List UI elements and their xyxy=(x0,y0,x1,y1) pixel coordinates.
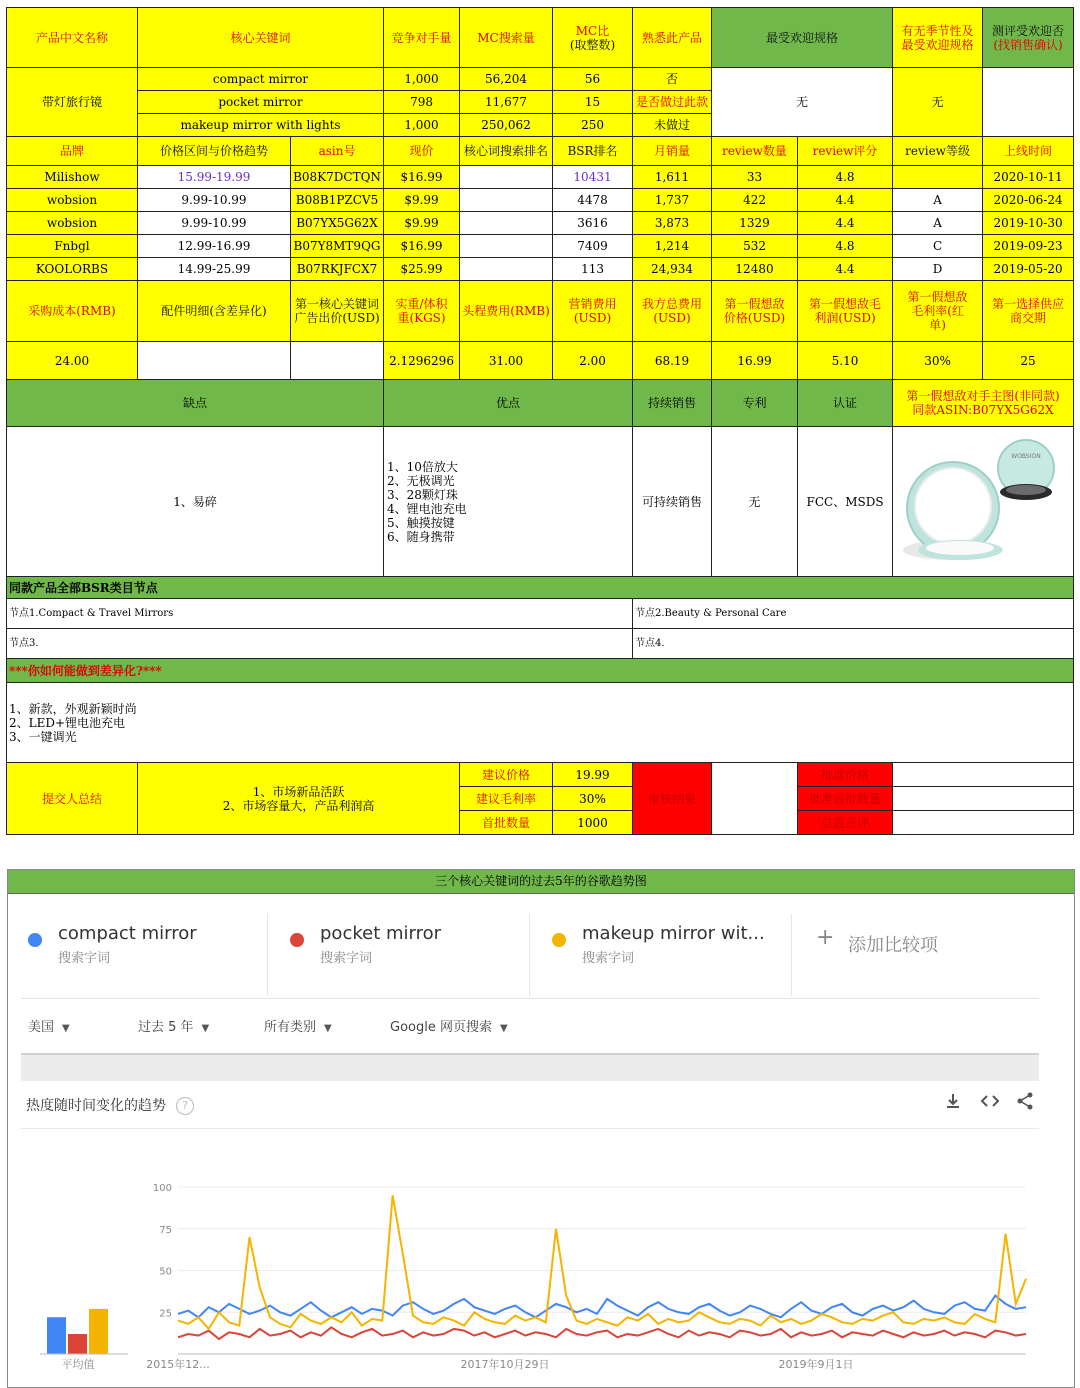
header-rival-price: 第一假想敌 价格(USD) xyxy=(712,281,798,342)
caret-down-icon: ▼ xyxy=(201,1023,210,1034)
sustain-cell: 可持续销售 xyxy=(633,427,712,577)
director-comment-cell[interactable] xyxy=(893,811,1074,835)
reviews-cell: 1329 xyxy=(712,212,798,235)
keyword-2-search: 11,677 xyxy=(460,91,553,114)
header-price-range: 价格区间与价格趋势 xyxy=(138,137,291,166)
approved-price-label: 批准价格 xyxy=(798,763,893,787)
price-cell: $16.99 xyxy=(384,235,460,258)
search-term-3[interactable] xyxy=(552,915,782,995)
header-rival-image: 第一假想敌对手主图(非同款) 同款ASIN:B07YX5G62X xyxy=(893,380,1074,427)
header-cons: 缺点 xyxy=(7,380,384,427)
bsr-node-1: 节点1.Compact & Travel Mirrors xyxy=(7,599,633,629)
patent-cell: 无 xyxy=(712,427,798,577)
keyword-2-competitors: 798 xyxy=(384,91,460,114)
first-batch-value: 1000 xyxy=(553,811,633,835)
filter-region[interactable]: 美国 ▼ xyxy=(28,1020,70,1035)
rating-cell: 4.4 xyxy=(798,258,893,281)
header-price: 现价 xyxy=(384,137,460,166)
bsr-cell: 4478 xyxy=(553,189,633,212)
date-cell: 2020-06-24 xyxy=(983,189,1074,212)
price-cell: $9.99 xyxy=(384,212,460,235)
average-bar-2 xyxy=(68,1334,87,1354)
google-trends-panel xyxy=(7,869,1075,1388)
summary-label: 提交人总结 xyxy=(7,763,138,835)
price-range-cell: 12.99-16.99 xyxy=(138,235,291,258)
rival-margin-cell: 30% xyxy=(893,342,983,380)
approved-price-cell[interactable] xyxy=(893,763,1074,787)
y-tick-label: 75 xyxy=(159,1224,172,1236)
keyword-1-competitors: 1,000 xyxy=(384,68,460,91)
asin-cell: B07Y8MT9QG xyxy=(291,235,384,258)
product-name-cell: 带灯旅行镜 xyxy=(7,68,138,137)
purchase-cost-cell: 24.00 xyxy=(7,342,138,380)
price-cell: $9.99 xyxy=(384,189,460,212)
total-cost-cell: 68.19 xyxy=(633,342,712,380)
keyword-3: makeup mirror with lights xyxy=(138,114,384,137)
compact-mirror-image xyxy=(898,430,1068,570)
keyword-3-familiar: 未做过 xyxy=(633,114,712,137)
price-range-cell: 9.99-10.99 xyxy=(138,189,291,212)
sales-cell: 24,934 xyxy=(633,258,712,281)
add-comparison-label: 添加比较项 xyxy=(848,935,938,956)
header-rival-profit: 第一假想敌毛 利润(USD) xyxy=(798,281,893,342)
header-parts: 配件明细(含差异化) xyxy=(138,281,291,342)
suggested-margin-label: 建议毛利率 xyxy=(460,787,553,811)
brand-cell: Fnbgl xyxy=(7,235,138,258)
header-ad-bid: 第一核心关键词 广告出价(USD) xyxy=(291,281,384,342)
summary-text: 1、市场新品活跃 2、市场容量大，产品利润高 xyxy=(138,763,460,835)
share-icon[interactable] xyxy=(1016,1092,1034,1115)
caret-down-icon: ▼ xyxy=(62,1023,70,1034)
review-result-label: 审核结果 xyxy=(633,763,712,835)
sales-cell: 3,873 xyxy=(633,212,712,235)
suggested-price-label: 建议价格 xyxy=(460,763,553,787)
weight-cell: 2.1296296 xyxy=(384,342,460,380)
price-range-cell: 9.99-10.99 xyxy=(138,212,291,235)
header-marketing: 营销费用 (USD) xyxy=(553,281,633,342)
brand-cell: KOOLORBS xyxy=(7,258,138,281)
reviews-cell: 422 xyxy=(712,189,798,212)
bsr-cell: 7409 xyxy=(553,235,633,258)
y-tick-label: 25 xyxy=(159,1308,172,1320)
header-bsr: BSR排名 xyxy=(553,137,633,166)
header-cert: 认证 xyxy=(798,380,893,427)
first-batch-label: 首批数量 xyxy=(460,811,553,835)
y-tick-label: 50 xyxy=(159,1266,172,1278)
header-weight: 实重/体积 重(KGS) xyxy=(384,281,460,342)
caret-down-icon: ▼ xyxy=(499,1023,508,1034)
chart-title: 热度随时间变化的趋势 ? xyxy=(26,1095,194,1115)
rating-cell: 4.8 xyxy=(798,235,893,258)
competitor-row xyxy=(7,258,1074,281)
sales-cell: 1,611 xyxy=(633,166,712,189)
filter-search-type[interactable]: Google 网页搜索 ▼ xyxy=(390,1020,508,1035)
suggested-price-value: 19.99 xyxy=(553,763,633,787)
bsr-title: 同款产品全部BSR类目节点 xyxy=(7,577,1074,599)
filter-time[interactable]: 过去 5 年 ▼ xyxy=(138,1020,210,1035)
header-review-popular: 测评受欢迎否 (找销售确认) xyxy=(983,8,1074,68)
x-tick-label: 2017年10月29日 xyxy=(460,1358,550,1371)
average-bars xyxy=(40,1309,128,1371)
bsr-cell: 3616 xyxy=(553,212,633,235)
plus-icon: + xyxy=(816,925,835,950)
x-tick-label: 2015年12... xyxy=(146,1358,210,1371)
header-patent: 专利 xyxy=(712,380,798,427)
bsr-cell: 10431 xyxy=(553,166,633,189)
series-line-2 xyxy=(178,1327,1026,1339)
date-cell: 2019-05-20 xyxy=(983,258,1074,281)
header-supplier-lead: 第一选择供应 商交期 xyxy=(983,281,1074,342)
chart-lines xyxy=(178,1195,1026,1339)
price-range-cell: 15.99-19.99 xyxy=(138,166,291,189)
header-competitor-count: 竞争对手量 xyxy=(384,8,460,68)
average-bar-3 xyxy=(89,1309,108,1354)
bsr-node-4: 节点4. xyxy=(633,629,1074,659)
term-sub: 搜索字词 xyxy=(582,951,635,966)
header-review-grade: review等级 xyxy=(893,137,983,166)
blue-dot-icon xyxy=(28,933,42,947)
rank-cell xyxy=(460,258,553,281)
keyword-2-familiar: 是否做过此款 xyxy=(633,91,712,114)
marketing-cell: 2.00 xyxy=(553,342,633,380)
rank-cell xyxy=(460,212,553,235)
average-bar-1 xyxy=(47,1317,66,1354)
header-mc-search: MC搜索量 xyxy=(460,8,553,68)
grade-cell: D xyxy=(893,258,983,281)
asin-cell: B07RKJFCX7 xyxy=(291,258,384,281)
header-review-rating: review评分 xyxy=(798,137,893,166)
rank-cell xyxy=(460,189,553,212)
header-rival-margin: 第一假想敌 毛利率(红 单) xyxy=(893,281,983,342)
header-purchase-cost: 采购成本(RMB) xyxy=(7,281,138,342)
header-asin: asin号 xyxy=(291,137,384,166)
asin-cell: B08B1PZCV5 xyxy=(291,189,384,212)
term-name: compact mirror xyxy=(58,923,197,944)
parts-cell xyxy=(138,342,291,380)
director-comment-label: 总监点评 xyxy=(798,811,893,835)
term-sub: 搜索字词 xyxy=(320,951,373,966)
supplier-lead-cell: 25 xyxy=(983,342,1074,380)
sales-cell: 1,214 xyxy=(633,235,712,258)
suggested-margin-value: 30% xyxy=(553,787,633,811)
caret-down-icon: ▼ xyxy=(324,1023,332,1034)
header-seasonal: 有无季节性及 最受欢迎规格 xyxy=(893,8,983,68)
rank-cell xyxy=(460,166,553,189)
review-result-cell[interactable] xyxy=(712,763,798,835)
bsr-node-2: 节点2.Beauty & Personal Care xyxy=(633,599,1074,629)
rank-cell xyxy=(460,235,553,258)
yellow-dot-icon xyxy=(552,933,566,947)
header-brand: 品牌 xyxy=(7,137,138,166)
competitor-row xyxy=(7,189,1074,212)
header-monthly-sales: 月销量 xyxy=(633,137,712,166)
asin-cell: B07YX5G62X xyxy=(291,212,384,235)
seasonal-cell: 无 xyxy=(893,68,983,137)
keyword-1-search: 56,204 xyxy=(460,68,553,91)
term-sub: 搜索字词 xyxy=(58,951,111,966)
competitor-row xyxy=(7,212,1074,235)
review-popular-cell xyxy=(983,68,1074,137)
header-pros: 优点 xyxy=(384,380,633,427)
date-cell: 2019-10-30 xyxy=(983,212,1074,235)
trends-title: 三个核心关键词的过去5年的谷歌趋势图 xyxy=(8,870,1074,894)
brand-cell: wobsion xyxy=(7,212,138,235)
rating-cell: 4.8 xyxy=(798,166,893,189)
keyword-2-mc: 15 xyxy=(553,91,633,114)
reviews-cell: 33 xyxy=(712,166,798,189)
rating-cell: 4.4 xyxy=(798,189,893,212)
header-popular-spec: 最受欢迎规格 xyxy=(712,8,893,68)
ad-bid-cell xyxy=(291,342,384,380)
keyword-3-search: 250,062 xyxy=(460,114,553,137)
price-cell: $25.99 xyxy=(384,258,460,281)
popular-spec-cell: 无 xyxy=(712,68,893,137)
grade-cell: A xyxy=(893,189,983,212)
grade-cell: C xyxy=(893,235,983,258)
series-line-1 xyxy=(178,1296,1026,1318)
rival-price-cell: 16.99 xyxy=(712,342,798,380)
keyword-3-mc: 250 xyxy=(553,114,633,137)
grade-cell xyxy=(893,166,983,189)
x-tick-label: 2019年9月1日 xyxy=(778,1358,854,1371)
rival-profit-cell: 5.10 xyxy=(798,342,893,380)
competitor-row xyxy=(7,235,1074,258)
term-name: pocket mirror xyxy=(320,923,442,944)
approved-qty-label: 批准首批数量 xyxy=(798,787,893,811)
trend-chart xyxy=(8,1117,1074,1387)
price-range-cell: 14.99-25.99 xyxy=(138,258,291,281)
keyword-3-competitors: 1,000 xyxy=(384,114,460,137)
keyword-2: pocket mirror xyxy=(138,91,384,114)
embed-icon[interactable] xyxy=(980,1092,1000,1115)
rival-image-cell xyxy=(893,427,1074,577)
bsr-cell: 113 xyxy=(553,258,633,281)
diff-content: 1、新款，外观新颖时尚 2、LED+锂电池充电 3、一键调光 xyxy=(7,683,1074,763)
search-term-1[interactable] xyxy=(28,915,258,995)
price-cell: $16.99 xyxy=(384,166,460,189)
header-familiar: 熟悉此产品 xyxy=(633,8,712,68)
header-launch-date: 上线时间 xyxy=(983,137,1074,166)
header-core-keyword: 核心关键词 xyxy=(138,8,384,68)
header-mc-ratio: MC比 (取整数) xyxy=(553,8,633,68)
brand-cell: wobsion xyxy=(7,189,138,212)
competitor-row xyxy=(7,166,1074,189)
download-icon[interactable] xyxy=(944,1092,962,1115)
asin-cell: B08K7DCTQN xyxy=(291,166,384,189)
help-icon[interactable]: ? xyxy=(176,1097,194,1115)
average-label: 平均值 xyxy=(61,1358,95,1371)
diff-title: ***你如何能做到差异化?*** xyxy=(7,659,1074,683)
brand-cell: Milishow xyxy=(7,166,138,189)
bsr-node-3: 节点3. xyxy=(7,629,633,659)
y-tick-label: 100 xyxy=(152,1183,172,1194)
approved-qty-cell[interactable] xyxy=(893,787,1074,811)
header-sustain: 持续销售 xyxy=(633,380,712,427)
red-dot-icon xyxy=(290,933,304,947)
filter-category[interactable]: 所有类别 ▼ xyxy=(264,1020,332,1035)
brand-logo: WOBSION xyxy=(1011,453,1041,460)
cons-cell: 1、易碎 xyxy=(7,427,384,577)
pros-cell: 1、10倍放大 2、无极调光 3、28颗灯珠 4、锂电池充电 5、触摸按键 6、随身携带 xyxy=(384,427,633,577)
grade-cell: A xyxy=(893,212,983,235)
reviews-cell: 12480 xyxy=(712,258,798,281)
search-term-2[interactable] xyxy=(290,915,520,995)
keyword-1-familiar: 否 xyxy=(633,68,712,91)
cert-cell: FCC、MSDS xyxy=(798,427,893,577)
reviews-cell: 532 xyxy=(712,235,798,258)
date-cell: 2020-10-11 xyxy=(983,166,1074,189)
rating-cell: 4.4 xyxy=(798,212,893,235)
add-comparison-button[interactable] xyxy=(816,915,1016,995)
chart-grid xyxy=(153,1183,1026,1354)
term-name: makeup mirror wit... xyxy=(582,923,765,944)
x-axis-labels xyxy=(146,1357,853,1371)
header-freight: 头程费用(RMB) xyxy=(460,281,553,342)
keyword-1-mc: 56 xyxy=(553,68,633,91)
header-total-cost: 我方总费用 (USD) xyxy=(633,281,712,342)
header-product-name: 产品中文名称 xyxy=(7,8,138,68)
date-cell: 2019-09-23 xyxy=(983,235,1074,258)
header-review-count: review数量 xyxy=(712,137,798,166)
freight-cell: 31.00 xyxy=(460,342,553,380)
header-keyword-rank: 核心词搜索排名 xyxy=(460,137,553,166)
sales-cell: 1,737 xyxy=(633,189,712,212)
keyword-1: compact mirror xyxy=(138,68,384,91)
